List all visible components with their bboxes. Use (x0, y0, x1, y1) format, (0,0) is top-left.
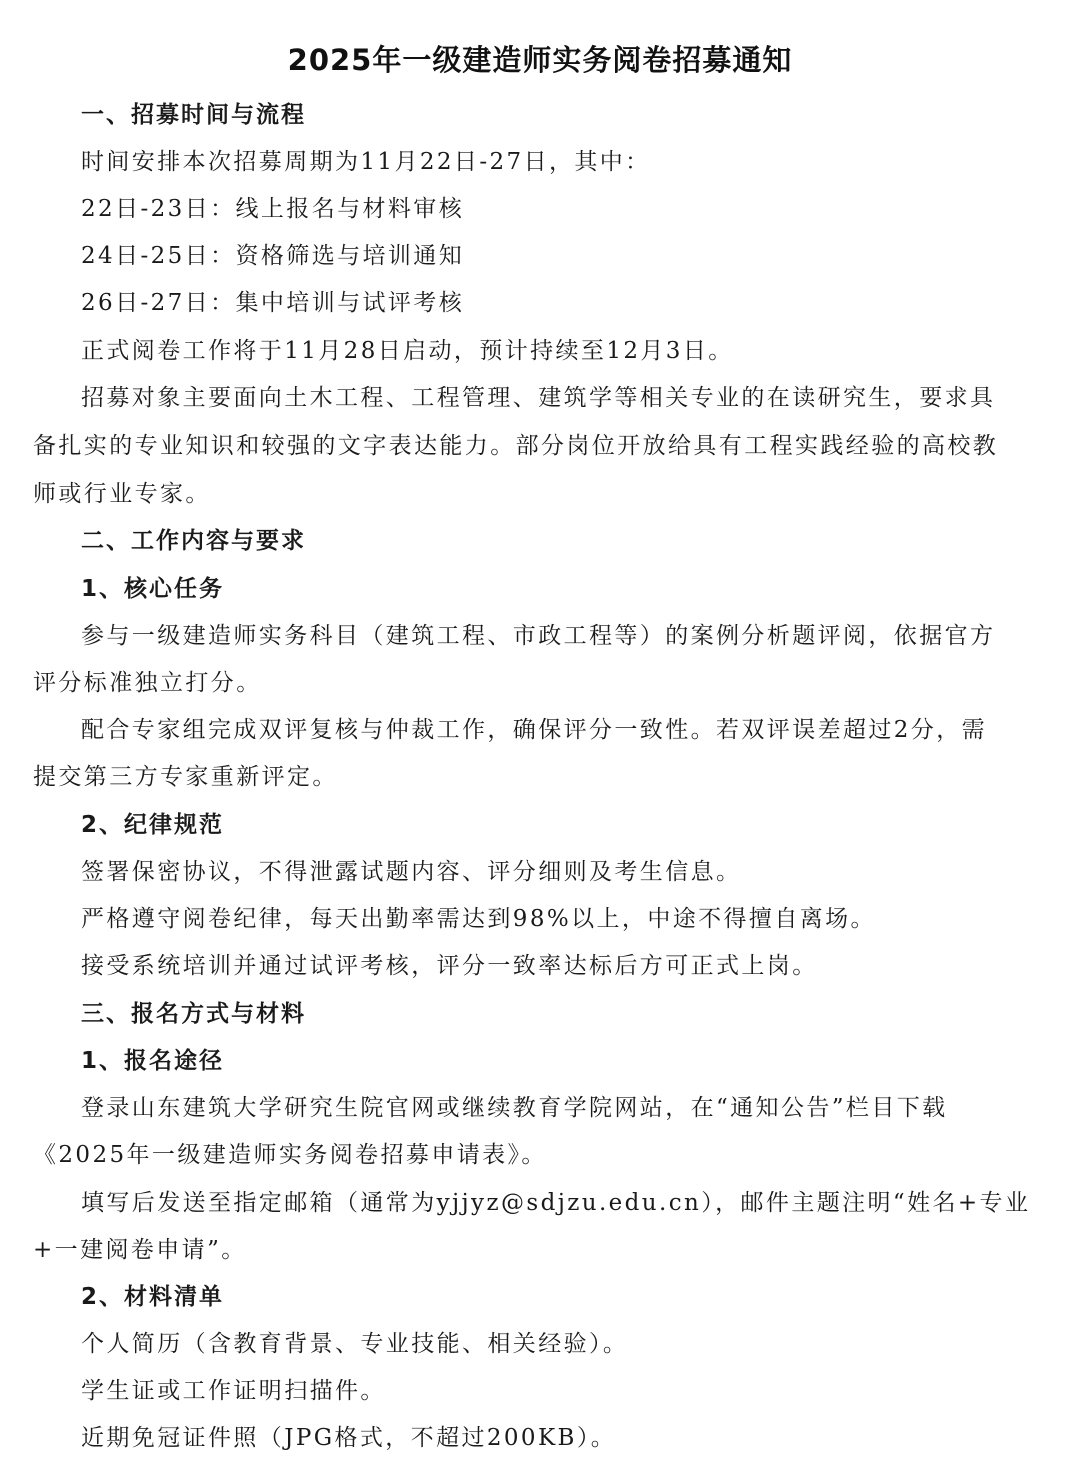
paragraph-line: 时间安排本次招募周期为11月22日-27日，其中： (81, 149, 651, 175)
section-heading-2: 二、工作内容与要求 (81, 528, 306, 554)
paragraph-line: 正式阅卷工作将于11月28日启动，预计持续至12月3日。 (81, 338, 734, 364)
paragraph-line: 备扎实的专业知识和较强的文字表达能力。部分岗位开放给具有工程实践经验的高校教 (33, 433, 999, 459)
document-title: 2025年一级建造师实务阅卷招募通知 (287, 43, 793, 77)
paragraph-line: 个人简历（含教育背景、专业技能、相关经验）。 (81, 1331, 629, 1357)
paragraph-line: 26日-27日：集中培训与试评考核 (81, 290, 465, 316)
section-heading-3: 三、报名方式与材料 (81, 1001, 306, 1027)
paragraph-line: 接受系统培训并通过试评考核，评分一致率达标后方可正式上岗。 (81, 953, 818, 979)
paragraph-line: 招募对象主要面向土木工程、工程管理、建筑学等相关专业的在读研究生，要求具 (81, 385, 996, 411)
subsection-heading: 2、纪律规范 (81, 812, 225, 838)
paragraph-line: 近期免冠证件照（JPG格式，不超过200KB）。 (81, 1425, 617, 1451)
paragraph-line: +一建阅卷申请”。 (33, 1237, 247, 1263)
subsection-heading: 2、材料清单 (81, 1284, 225, 1310)
paragraph-line: 22日-23日：线上报名与材料审核 (81, 196, 465, 222)
paragraph-line: 提交第三方专家重新评定。 (33, 764, 338, 790)
paragraph-line: 签署保密协议，不得泄露试题内容、评分细则及考生信息。 (81, 859, 742, 885)
subsection-heading: 1、报名途径 (81, 1048, 225, 1074)
paragraph-line: 配合专家组完成双评复核与仲裁工作，确保评分一致性。若双评误差超过2分，需 (81, 717, 988, 743)
paragraph-line: 24日-25日：资格筛选与培训通知 (81, 243, 465, 269)
paragraph-line: 师或行业专家。 (33, 481, 211, 507)
paragraph-line: 学生证或工作证明扫描件。 (81, 1378, 386, 1404)
paragraph-line: 评分标准独立打分。 (33, 670, 262, 696)
paragraph-line: 《2025年一级建造师实务阅卷招募申请表》。 (33, 1142, 547, 1168)
section-heading-1: 一、招募时间与流程 (81, 102, 306, 128)
paragraph-line: 参与一级建造师实务科目（建筑工程、市政工程等）的案例分析题评阅，依据官方 (81, 623, 996, 649)
paragraph-line: 严格遵守阅卷纪律，每天出勤率需达到98%以上，中途不得擅自离场。 (81, 906, 876, 932)
paragraph-line: 填写后发送至指定邮箱（通常为yjjyz@sdjzu.edu.cn），邮件主题注明“姓名+专业 (81, 1190, 1031, 1216)
paragraph-line: 登录山东建筑大学研究生院官网或继续教育学院网站，在“通知公告”栏目下载 (81, 1095, 948, 1121)
subsection-heading: 1、核心任务 (81, 576, 225, 602)
